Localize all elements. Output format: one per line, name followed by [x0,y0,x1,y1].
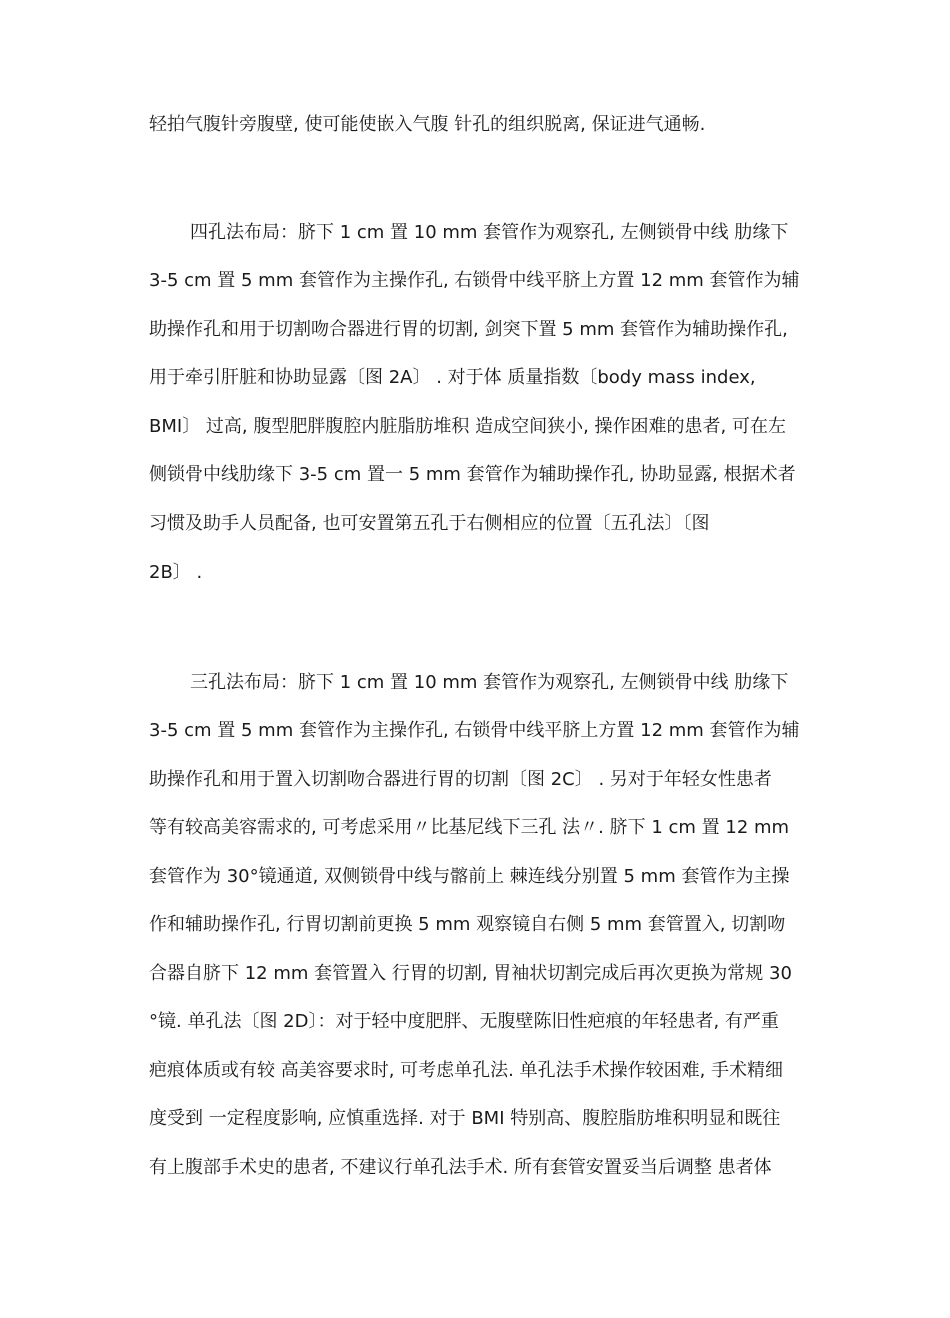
paragraph-3-line-8: °镜. 单孔法〔图 2D〕：对于轻中度肥胖、无腹壁陈旧性疤痕的年轻患者, 有严重 [149,1011,779,1032]
paragraph-3-line-6: 作和辅助操作孔, 行胃切割前更换 5 mm 观察镜自右侧 5 mm 套管置入, 切割吻 [149,914,786,935]
paragraph-3-line-1: 三孔法布局：脐下 1 cm 置 10 mm 套管作为观察孔, 左侧锁骨中线 肋缘下 [190,672,789,693]
paragraph-2-line-4: 用于牵引肝脏和协助显露〔图 2A〕 . 对于体 质量指数〔body mass index, [149,367,756,388]
paragraph-3-line-2: 3-5 cm 置 5 mm 套管作为主操作孔, 右锁骨中线平脐上方置 12 mm 套管作为辅 [149,720,800,741]
paragraph-3-line-11: 有上腹部手术史的患者, 不建议行单孔法手术. 所有套管安置妥当后调整 患者体 [149,1157,772,1178]
paragraph-3-line-5: 套管作为 30°镜通道, 双侧锁骨中线与髂前上 棘连线分别置 5 mm 套管作为主操 [149,866,790,887]
paragraph-2-line-1: 四孔法布局：脐下 1 cm 置 10 mm 套管作为观察孔, 左侧锁骨中线 肋缘下 [190,222,789,243]
paragraph-3-line-7: 合器自脐下 12 mm 套管置入 行胃的切割, 胃袖状切割完成后再次更换为常规 30 [149,963,792,984]
paragraph-2-line-8: 2B〕 . [149,562,203,583]
paragraph-3-line-4: 等有较高美容需求的, 可考虑采用〃比基尼线下三孔 法〃. 脐下 1 cm 置 12 mm [149,817,790,838]
paragraph-2-line-3: 助操作孔和用于切割吻合器进行胃的切割, 剑突下置 5 mm 套管作为辅助操作孔, [149,319,788,340]
paragraph-2-line-6: 侧锁骨中线肋缘下 3-5 cm 置一 5 mm 套管作为辅助操作孔, 协助显露, 根据术者 [149,464,796,485]
paragraph-3-line-10: 度受到 一定程度影响, 应慎重选择. 对于 BMI 特别高、腹腔脂肪堆积明显和既往 [149,1108,781,1129]
paragraph-2-line-2: 3-5 cm 置 5 mm 套管作为主操作孔, 右锁骨中线平脐上方置 12 mm 套管作为辅 [149,270,800,291]
paragraph-3-line-3: 助操作孔和用于置入切割吻合器进行胃的切割〔图 2C〕 . 另对于年轻女性患者 [149,769,772,790]
paragraph-2-line-5: BMI〕 过高, 腹型肥胖腹腔内脏脂肪堆积 造成空间狭小, 操作困难的患者, 可在左 [149,416,786,437]
paragraph-3-line-9: 疤痕体质或有较 高美容要求时, 可考虑单孔法. 单孔法手术操作较困难, 手术精细 [149,1060,784,1081]
paragraph-2-line-7: 习惯及助手人员配备, 也可安置第五孔于右侧相应的位置〔五孔法〕〔图 [149,513,710,534]
paragraph-1-line-1: 轻拍气腹针旁腹壁, 使可能使嵌入气腹 针孔的组织脱离, 保证进气通畅. [149,114,706,135]
